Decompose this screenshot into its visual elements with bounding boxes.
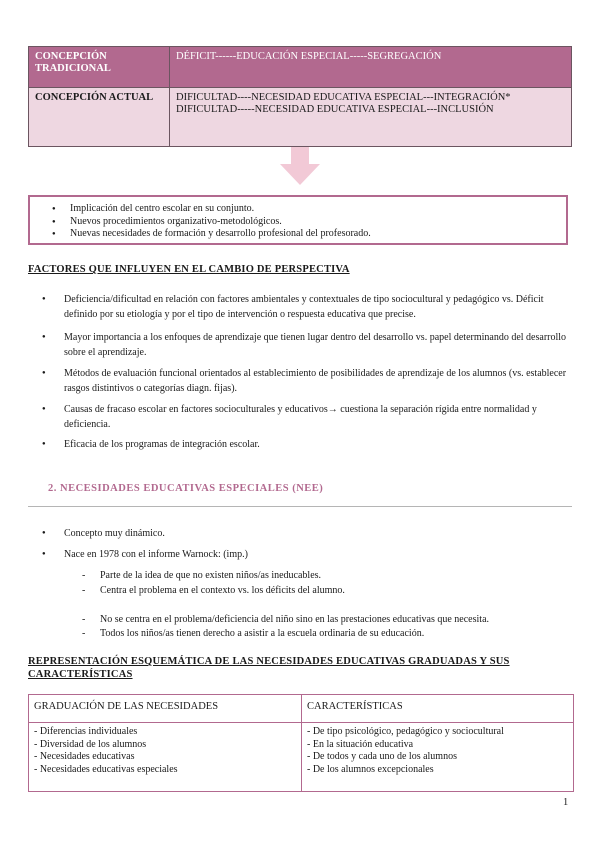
list-item: ● Causas de fracaso escolar en factores socioculturales y educativos→ cuestiona la separación rígida entre normalidad y deficiencia. [42, 402, 572, 432]
list-item: - De los alumnos excepcionales [307, 763, 434, 775]
section-title-nee: 2. NECESIDADES EDUCATIVAS ESPECIALES (NEE) [48, 483, 324, 494]
implications-box [28, 195, 568, 245]
list-item: - Necesidades educativas [34, 751, 135, 762]
concept-label-current: CONCEPCIÓN ACTUAL [29, 88, 170, 147]
factores-list [42, 366, 572, 396]
implications-list [30, 197, 566, 241]
concept-value-traditional: DÉFICIT------EDUCACIÓN ESPECIAL-----SEGREGACIÓN [170, 47, 572, 88]
factores-list [42, 292, 572, 322]
list-item: ● Nuevas necesidades de formación y desarrollo profesional del profesorado. [70, 228, 566, 241]
list-item: - Parte de la idea de que no existen niños/as ineducables. [82, 569, 562, 582]
table-header-caracteristicas: CARACTERÍSTICAS [302, 695, 574, 723]
table-row [29, 723, 574, 792]
table-header-row [29, 695, 574, 723]
page-number: 1 [563, 797, 569, 808]
concept-table [28, 46, 572, 147]
list-item: - Centra el problema en el contexto vs. los déficits del alumno. [82, 584, 392, 597]
factores-list [42, 330, 572, 360]
factores-heading: FACTORES QUE INFLUYEN EN EL CAMBIO DE PERSPECTIVA [28, 264, 350, 275]
representacion-heading: REPRESENTACIÓN ESQUEMÁTICA DE LAS NECESIDADES EDUCATIVAS GRADUADAS Y SUS CARACTERÍSTICAS [28, 656, 510, 680]
warnock-sublist [82, 613, 562, 626]
list-item: ● Nace en 1978 con el informe Warnock: (imp.) [42, 547, 572, 562]
concept-value-current [170, 88, 572, 147]
table-cell-caracteristicas [302, 723, 574, 792]
concept-value-current-line1: DIFICULTAD----NECESIDAD EDUCATIVA ESPECIAL---INTEGRACIÓN* [176, 92, 511, 103]
nee-list [42, 526, 572, 541]
list-item: ● Implicación del centro escolar en su conjunto. [70, 203, 566, 216]
warnock-sublist [82, 569, 562, 582]
list-item: - Diferencias individuales [34, 726, 138, 737]
warnock-sublist [82, 627, 562, 640]
down-arrow-icon [280, 147, 320, 185]
list-item: - Necesidades educativas especiales [34, 763, 178, 775]
list-item: - Diversidad de los alumnos [34, 738, 147, 750]
list-item: - De tipo psicológico, pedagógico y sociocultural [307, 726, 504, 737]
nee-list [42, 547, 572, 562]
list-item: - No se centra en el problema/deficiencia del niño sino en las prestaciones educativas que necesita. [82, 613, 562, 626]
list-item: ● Eficacia de los programas de integración escolar. [42, 437, 572, 452]
list-item: ● Concepto muy dinámico. [42, 526, 572, 541]
factores-list [42, 437, 572, 452]
warnock-sublist [82, 584, 392, 597]
table-cell-graduacion [29, 723, 302, 792]
list-item: ● Deficiencia/dificultad en relación con factores ambientales y contextuales de tipo sociocultural y pedagógico vs. Déficit definido por su etiología y por el tipo de intervención o respuesta educativa que precise. [42, 292, 572, 322]
concept-row-current [29, 88, 572, 147]
list-item: - En la situación educativa [307, 738, 414, 750]
list-item: ● Métodos de evaluación funcional orientados al establecimiento de posibilidades de aprendizaje de los alumnos (vs. establecer rasgos distintivos o categorías diagn. fijas). [42, 366, 572, 396]
concept-label-traditional: CONCEPCIÓN TRADICIONAL [29, 47, 170, 88]
concept-value-current-line2: DIFICULTAD-----NECESIDAD EDUCATIVA ESPECIAL---INCLUSIÓN [176, 104, 494, 115]
graduation-table [28, 694, 574, 792]
list-item: - De todos y cada uno de los alumnos [307, 751, 457, 762]
table-header-graduacion: GRADUACIÓN DE LAS NECESIDADES [29, 695, 302, 723]
list-item: ● Nuevos procedimientos organizativo-metodológicos. [70, 216, 566, 229]
section-divider [28, 506, 572, 507]
list-item: ● Mayor importancia a los enfoques de aprendizaje que tienen lugar dentro del desarrollo vs. papel determinando del desarrollo sobre el aprendizaje. [42, 330, 572, 360]
list-item: - Todos los niños/as tienen derecho a asistir a la escuela ordinaria de su educación. [82, 627, 562, 640]
concept-row-traditional [29, 47, 572, 88]
factores-list [42, 402, 572, 432]
